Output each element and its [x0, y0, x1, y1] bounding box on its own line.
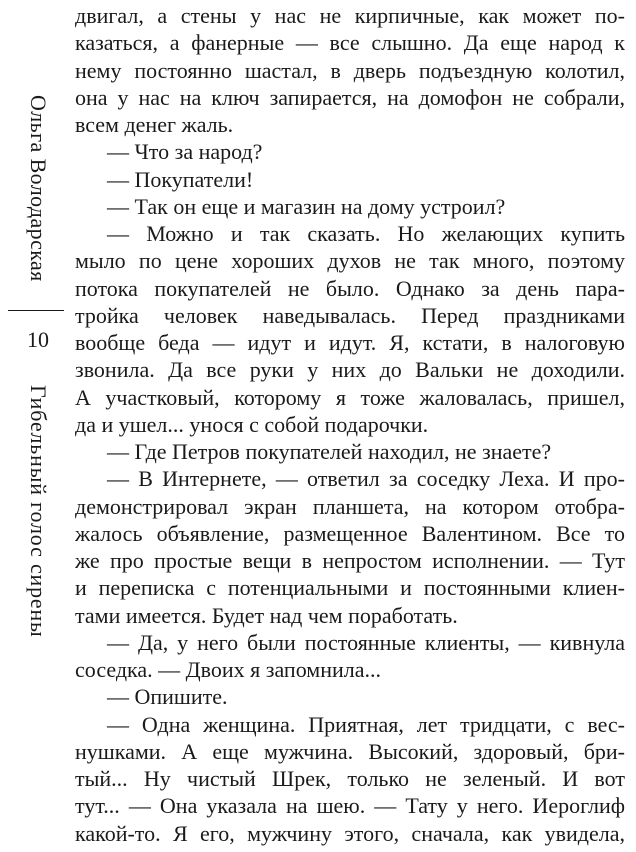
dialogue-paragraph [75, 220, 625, 438]
text-line: — Опишите. [107, 684, 228, 710]
text-line: — Где Петров покупателей находил, не знаете? [107, 439, 552, 464]
text-line: да и ушел... унося с собой подарочки. [75, 411, 429, 437]
text-line: — Покупатели! [107, 166, 254, 192]
text-line: — В Интернете, — ответил за соседку Леха. И про- [107, 466, 625, 492]
text-line: какой-то. Я его, мужчину этого, сначала, как увидела, [75, 820, 625, 846]
running-head-author: Ольга Володарская [26, 95, 51, 282]
text-line: тройка человек наведывалась. Перед праздниками [75, 302, 625, 328]
running-head-divider [8, 310, 64, 311]
text-line: — Да, у него были постоянные клиенты, — кивнула [107, 629, 625, 655]
text-line: звонила. Да все руки у них до Вальки не доходили. [75, 357, 625, 383]
text-line: жалось объявление, размещенное Валентином. Все то [75, 520, 625, 546]
text-line: вообще беда — идут и идут. Я, кстати, в налоговую [75, 330, 625, 355]
dialogue-paragraph [75, 711, 625, 847]
text-line: — Что за народ? [107, 139, 263, 165]
dialogue-paragraph [75, 629, 625, 684]
text-line: А участковый, которому я тоже жаловалась, пришел, [75, 384, 625, 410]
text-line: соседка. — Двоих я запомнила... [75, 657, 382, 682]
text-line: — Можно и так сказать. Но желающих купить [107, 221, 625, 246]
running-head-title: Гибельный голос сирены [26, 385, 51, 638]
text-line: тут... — Она указала на шею. — Тату у него. Иероглиф [75, 793, 625, 819]
dialogue-paragraph [75, 166, 625, 193]
dialogue-paragraph [75, 683, 625, 710]
dialogue-paragraph [75, 465, 625, 629]
text-line: она у нас на ключ запирается, на домофон не собрали, [75, 84, 625, 110]
text-line: и переписка с потенциальными и постоянными клиен- [75, 575, 625, 601]
dialogue-paragraph [75, 438, 625, 465]
dialogue-paragraph [75, 193, 625, 220]
text-line: — Одна женщина. Приятная, лет тридцати, с вес- [107, 711, 625, 737]
dialogue-paragraph [75, 138, 625, 165]
text-line: тый... Ну чистый Шрек, только не зеленый. И вот [75, 766, 625, 791]
text-line: тами имеется. Будет над чем поработать. [75, 602, 458, 628]
paragraph [75, 2, 625, 138]
text-line: казаться, а фанерные — все слышно. Да еще народ к [75, 30, 625, 56]
text-line: демонстрировал экран планшета, на котором отобра- [75, 493, 625, 519]
text-line: же про простые вещи в непростом исполнении. — Тут [75, 548, 625, 573]
text-line: потока покупателей не было. Однако за день пара- [75, 275, 625, 301]
body-text [75, 2, 625, 847]
text-line: нему постоянно шастал, в дверь подъездную колотил, [75, 57, 625, 83]
text-line: всем денег жаль. [75, 112, 234, 137]
text-line: нушками. А еще мужчина. Высокий, здоровый, бри- [75, 738, 625, 764]
text-line: двигал, а стены у нас не кирпичные, как может по- [75, 3, 625, 28]
text-line: — Так он еще и магазин на дому устроил? [107, 193, 506, 219]
page-number: 10 [27, 327, 49, 352]
text-line: мыло по цене хороших духов не так много, поэтому [75, 248, 625, 274]
